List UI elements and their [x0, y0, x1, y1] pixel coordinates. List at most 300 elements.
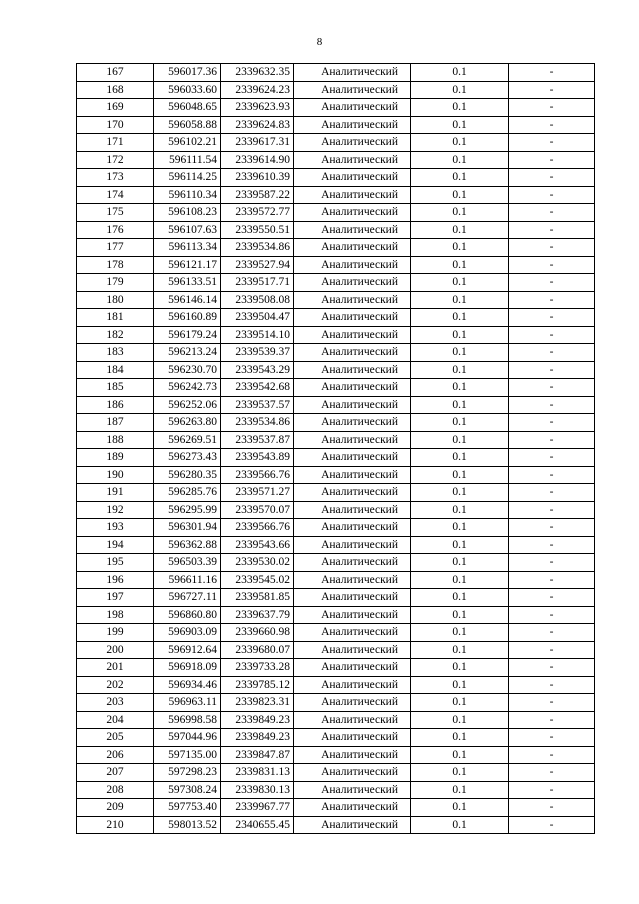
page-number: 8	[316, 36, 323, 48]
table-row	[77, 746, 595, 764]
table-row	[77, 781, 595, 799]
note-cell: -	[509, 344, 595, 362]
method-cell: Аналитический	[294, 781, 411, 799]
method-cell: Аналитический	[294, 274, 411, 292]
coordinates-table	[76, 63, 595, 834]
accuracy-cell: 0.1	[411, 659, 509, 677]
y-coordinate-cell: 2339550.51	[221, 221, 294, 239]
table-row	[77, 169, 595, 187]
method-cell: Аналитический	[294, 484, 411, 502]
x-coordinate-cell: 596998.58	[154, 711, 221, 729]
y-coordinate-cell: 2339508.08	[221, 291, 294, 309]
note-cell: -	[509, 239, 595, 257]
x-coordinate-cell: 596362.88	[154, 536, 221, 554]
accuracy-cell: 0.1	[411, 816, 509, 834]
point-number-cell: 171	[77, 134, 154, 152]
x-coordinate-cell: 596269.51	[154, 431, 221, 449]
x-coordinate-cell: 596295.99	[154, 501, 221, 519]
accuracy-cell: 0.1	[411, 134, 509, 152]
y-coordinate-cell: 2339572.77	[221, 204, 294, 222]
y-coordinate-cell: 2339617.31	[221, 134, 294, 152]
method-cell: Аналитический	[294, 624, 411, 642]
y-coordinate-cell: 2339581.85	[221, 589, 294, 607]
table-row	[77, 816, 595, 834]
coordinates-table-body	[77, 64, 595, 834]
method-cell: Аналитический	[294, 746, 411, 764]
accuracy-cell: 0.1	[411, 151, 509, 169]
accuracy-cell: 0.1	[411, 466, 509, 484]
note-cell: -	[509, 536, 595, 554]
table-row	[77, 64, 595, 82]
x-coordinate-cell: 596033.60	[154, 81, 221, 99]
point-number-cell: 208	[77, 781, 154, 799]
x-coordinate-cell: 596160.89	[154, 309, 221, 327]
method-cell: Аналитический	[294, 711, 411, 729]
point-number-cell: 167	[77, 64, 154, 82]
accuracy-cell: 0.1	[411, 624, 509, 642]
table-row	[77, 764, 595, 782]
method-cell: Аналитический	[294, 676, 411, 694]
x-coordinate-cell: 596727.11	[154, 589, 221, 607]
table-row	[77, 431, 595, 449]
y-coordinate-cell: 2339566.76	[221, 466, 294, 484]
accuracy-cell: 0.1	[411, 484, 509, 502]
table-row	[77, 694, 595, 712]
note-cell: -	[509, 781, 595, 799]
note-cell: -	[509, 799, 595, 817]
accuracy-cell: 0.1	[411, 361, 509, 379]
note-cell: -	[509, 221, 595, 239]
accuracy-cell: 0.1	[411, 781, 509, 799]
method-cell: Аналитический	[294, 606, 411, 624]
point-number-cell: 169	[77, 99, 154, 117]
point-number-cell: 203	[77, 694, 154, 712]
note-cell: -	[509, 729, 595, 747]
note-cell: -	[509, 606, 595, 624]
point-number-cell: 205	[77, 729, 154, 747]
y-coordinate-cell: 2339504.47	[221, 309, 294, 327]
point-number-cell: 209	[77, 799, 154, 817]
point-number-cell: 210	[77, 816, 154, 834]
x-coordinate-cell: 596611.16	[154, 571, 221, 589]
note-cell: -	[509, 431, 595, 449]
accuracy-cell: 0.1	[411, 64, 509, 82]
x-coordinate-cell: 596918.09	[154, 659, 221, 677]
note-cell: -	[509, 326, 595, 344]
accuracy-cell: 0.1	[411, 711, 509, 729]
accuracy-cell: 0.1	[411, 554, 509, 572]
point-number-cell: 193	[77, 519, 154, 537]
y-coordinate-cell: 2339849.23	[221, 729, 294, 747]
table-row	[77, 204, 595, 222]
accuracy-cell: 0.1	[411, 571, 509, 589]
note-cell: -	[509, 501, 595, 519]
accuracy-cell: 0.1	[411, 186, 509, 204]
method-cell: Аналитический	[294, 186, 411, 204]
method-cell: Аналитический	[294, 256, 411, 274]
point-number-cell: 178	[77, 256, 154, 274]
table-row	[77, 239, 595, 257]
point-number-cell: 181	[77, 309, 154, 327]
table-row	[77, 641, 595, 659]
x-coordinate-cell: 597298.23	[154, 764, 221, 782]
method-cell: Аналитический	[294, 151, 411, 169]
accuracy-cell: 0.1	[411, 746, 509, 764]
point-number-cell: 173	[77, 169, 154, 187]
point-number-cell: 207	[77, 764, 154, 782]
y-coordinate-cell: 2339610.39	[221, 169, 294, 187]
table-row	[77, 309, 595, 327]
y-coordinate-cell: 2339543.29	[221, 361, 294, 379]
x-coordinate-cell: 596048.65	[154, 99, 221, 117]
table-row	[77, 501, 595, 519]
accuracy-cell: 0.1	[411, 589, 509, 607]
note-cell: -	[509, 676, 595, 694]
point-number-cell: 195	[77, 554, 154, 572]
y-coordinate-cell: 2339624.83	[221, 116, 294, 134]
point-number-cell: 196	[77, 571, 154, 589]
x-coordinate-cell: 596058.88	[154, 116, 221, 134]
accuracy-cell: 0.1	[411, 764, 509, 782]
accuracy-cell: 0.1	[411, 676, 509, 694]
x-coordinate-cell: 596934.46	[154, 676, 221, 694]
note-cell: -	[509, 64, 595, 82]
point-number-cell: 204	[77, 711, 154, 729]
accuracy-cell: 0.1	[411, 431, 509, 449]
point-number-cell: 176	[77, 221, 154, 239]
x-coordinate-cell: 596252.06	[154, 396, 221, 414]
method-cell: Аналитический	[294, 291, 411, 309]
x-coordinate-cell: 596285.76	[154, 484, 221, 502]
note-cell: -	[509, 291, 595, 309]
accuracy-cell: 0.1	[411, 536, 509, 554]
table-row	[77, 554, 595, 572]
x-coordinate-cell: 596113.34	[154, 239, 221, 257]
point-number-cell: 188	[77, 431, 154, 449]
note-cell: -	[509, 449, 595, 467]
table-row	[77, 484, 595, 502]
y-coordinate-cell: 2339527.94	[221, 256, 294, 274]
accuracy-cell: 0.1	[411, 274, 509, 292]
x-coordinate-cell: 596280.35	[154, 466, 221, 484]
table-row	[77, 134, 595, 152]
point-number-cell: 202	[77, 676, 154, 694]
y-coordinate-cell: 2339587.22	[221, 186, 294, 204]
note-cell: -	[509, 414, 595, 432]
accuracy-cell: 0.1	[411, 694, 509, 712]
method-cell: Аналитический	[294, 204, 411, 222]
method-cell: Аналитический	[294, 326, 411, 344]
accuracy-cell: 0.1	[411, 326, 509, 344]
table-row	[77, 81, 595, 99]
x-coordinate-cell: 596133.51	[154, 274, 221, 292]
x-coordinate-cell: 596242.73	[154, 379, 221, 397]
note-cell: -	[509, 764, 595, 782]
point-number-cell: 170	[77, 116, 154, 134]
accuracy-cell: 0.1	[411, 239, 509, 257]
x-coordinate-cell: 598013.52	[154, 816, 221, 834]
y-coordinate-cell: 2340655.45	[221, 816, 294, 834]
accuracy-cell: 0.1	[411, 99, 509, 117]
x-coordinate-cell: 596108.23	[154, 204, 221, 222]
note-cell: -	[509, 379, 595, 397]
point-number-cell: 185	[77, 379, 154, 397]
y-coordinate-cell: 2339847.87	[221, 746, 294, 764]
table-row	[77, 151, 595, 169]
note-cell: -	[509, 81, 595, 99]
method-cell: Аналитический	[294, 431, 411, 449]
y-coordinate-cell: 2339545.02	[221, 571, 294, 589]
method-cell: Аналитический	[294, 396, 411, 414]
note-cell: -	[509, 186, 595, 204]
point-number-cell: 198	[77, 606, 154, 624]
note-cell: -	[509, 624, 595, 642]
table-row	[77, 291, 595, 309]
point-number-cell: 179	[77, 274, 154, 292]
table-row	[77, 274, 595, 292]
accuracy-cell: 0.1	[411, 396, 509, 414]
table-row	[77, 711, 595, 729]
y-coordinate-cell: 2339849.23	[221, 711, 294, 729]
x-coordinate-cell: 596503.39	[154, 554, 221, 572]
x-coordinate-cell: 596121.17	[154, 256, 221, 274]
method-cell: Аналитический	[294, 554, 411, 572]
x-coordinate-cell: 596111.54	[154, 151, 221, 169]
table-row	[77, 606, 595, 624]
table-row	[77, 379, 595, 397]
x-coordinate-cell: 596107.63	[154, 221, 221, 239]
accuracy-cell: 0.1	[411, 169, 509, 187]
accuracy-cell: 0.1	[411, 729, 509, 747]
x-coordinate-cell: 596860.80	[154, 606, 221, 624]
y-coordinate-cell: 2339530.02	[221, 554, 294, 572]
y-coordinate-cell: 2339614.90	[221, 151, 294, 169]
note-cell: -	[509, 99, 595, 117]
method-cell: Аналитический	[294, 134, 411, 152]
accuracy-cell: 0.1	[411, 519, 509, 537]
table-row	[77, 519, 595, 537]
x-coordinate-cell: 597308.24	[154, 781, 221, 799]
note-cell: -	[509, 711, 595, 729]
y-coordinate-cell: 2339534.86	[221, 239, 294, 257]
y-coordinate-cell: 2339637.79	[221, 606, 294, 624]
point-number-cell: 192	[77, 501, 154, 519]
method-cell: Аналитический	[294, 466, 411, 484]
note-cell: -	[509, 571, 595, 589]
point-number-cell: 194	[77, 536, 154, 554]
note-cell: -	[509, 694, 595, 712]
method-cell: Аналитический	[294, 589, 411, 607]
method-cell: Аналитический	[294, 816, 411, 834]
point-number-cell: 184	[77, 361, 154, 379]
table-row	[77, 466, 595, 484]
point-number-cell: 183	[77, 344, 154, 362]
table-row	[77, 624, 595, 642]
note-cell: -	[509, 659, 595, 677]
x-coordinate-cell: 596110.34	[154, 186, 221, 204]
method-cell: Аналитический	[294, 169, 411, 187]
method-cell: Аналитический	[294, 519, 411, 537]
y-coordinate-cell: 2339733.28	[221, 659, 294, 677]
point-number-cell: 201	[77, 659, 154, 677]
table-row	[77, 414, 595, 432]
y-coordinate-cell: 2339624.23	[221, 81, 294, 99]
note-cell: -	[509, 396, 595, 414]
table-row	[77, 361, 595, 379]
accuracy-cell: 0.1	[411, 344, 509, 362]
note-cell: -	[509, 151, 595, 169]
accuracy-cell: 0.1	[411, 414, 509, 432]
method-cell: Аналитический	[294, 501, 411, 519]
method-cell: Аналитический	[294, 729, 411, 747]
point-number-cell: 175	[77, 204, 154, 222]
y-coordinate-cell: 2339542.68	[221, 379, 294, 397]
x-coordinate-cell: 596102.21	[154, 134, 221, 152]
accuracy-cell: 0.1	[411, 641, 509, 659]
table-row	[77, 571, 595, 589]
accuracy-cell: 0.1	[411, 221, 509, 239]
method-cell: Аналитический	[294, 571, 411, 589]
note-cell: -	[509, 309, 595, 327]
table-row	[77, 256, 595, 274]
y-coordinate-cell: 2339537.87	[221, 431, 294, 449]
y-coordinate-cell: 2339539.37	[221, 344, 294, 362]
table-row	[77, 729, 595, 747]
y-coordinate-cell: 2339785.12	[221, 676, 294, 694]
y-coordinate-cell: 2339517.71	[221, 274, 294, 292]
method-cell: Аналитический	[294, 694, 411, 712]
y-coordinate-cell: 2339534.86	[221, 414, 294, 432]
note-cell: -	[509, 466, 595, 484]
accuracy-cell: 0.1	[411, 449, 509, 467]
method-cell: Аналитический	[294, 449, 411, 467]
table-row	[77, 676, 595, 694]
point-number-cell: 180	[77, 291, 154, 309]
y-coordinate-cell: 2339830.13	[221, 781, 294, 799]
x-coordinate-cell: 597135.00	[154, 746, 221, 764]
x-coordinate-cell: 596017.36	[154, 64, 221, 82]
accuracy-cell: 0.1	[411, 204, 509, 222]
table-row	[77, 99, 595, 117]
note-cell: -	[509, 554, 595, 572]
point-number-cell: 187	[77, 414, 154, 432]
x-coordinate-cell: 597044.96	[154, 729, 221, 747]
point-number-cell: 182	[77, 326, 154, 344]
note-cell: -	[509, 641, 595, 659]
note-cell: -	[509, 484, 595, 502]
accuracy-cell: 0.1	[411, 291, 509, 309]
point-number-cell: 189	[77, 449, 154, 467]
accuracy-cell: 0.1	[411, 501, 509, 519]
method-cell: Аналитический	[294, 64, 411, 82]
y-coordinate-cell: 2339543.66	[221, 536, 294, 554]
x-coordinate-cell: 596114.25	[154, 169, 221, 187]
table-row	[77, 659, 595, 677]
table-row	[77, 799, 595, 817]
method-cell: Аналитический	[294, 361, 411, 379]
note-cell: -	[509, 116, 595, 134]
point-number-cell: 206	[77, 746, 154, 764]
y-coordinate-cell: 2339623.93	[221, 99, 294, 117]
table-row	[77, 396, 595, 414]
method-cell: Аналитический	[294, 116, 411, 134]
y-coordinate-cell: 2339537.57	[221, 396, 294, 414]
table-row	[77, 186, 595, 204]
accuracy-cell: 0.1	[411, 379, 509, 397]
y-coordinate-cell: 2339831.13	[221, 764, 294, 782]
x-coordinate-cell: 596903.09	[154, 624, 221, 642]
table-row	[77, 344, 595, 362]
x-coordinate-cell: 596263.80	[154, 414, 221, 432]
table-row	[77, 449, 595, 467]
method-cell: Аналитический	[294, 309, 411, 327]
x-coordinate-cell: 596230.70	[154, 361, 221, 379]
y-coordinate-cell: 2339660.98	[221, 624, 294, 642]
method-cell: Аналитический	[294, 99, 411, 117]
point-number-cell: 197	[77, 589, 154, 607]
method-cell: Аналитический	[294, 659, 411, 677]
y-coordinate-cell: 2339632.35	[221, 64, 294, 82]
y-coordinate-cell: 2339566.76	[221, 519, 294, 537]
method-cell: Аналитический	[294, 221, 411, 239]
method-cell: Аналитический	[294, 536, 411, 554]
note-cell: -	[509, 361, 595, 379]
method-cell: Аналитический	[294, 764, 411, 782]
y-coordinate-cell: 2339680.07	[221, 641, 294, 659]
note-cell: -	[509, 589, 595, 607]
x-coordinate-cell: 596963.11	[154, 694, 221, 712]
point-number-cell: 186	[77, 396, 154, 414]
y-coordinate-cell: 2339543.89	[221, 449, 294, 467]
note-cell: -	[509, 256, 595, 274]
table-row	[77, 536, 595, 554]
method-cell: Аналитический	[294, 239, 411, 257]
x-coordinate-cell: 596179.24	[154, 326, 221, 344]
point-number-cell: 177	[77, 239, 154, 257]
y-coordinate-cell: 2339823.31	[221, 694, 294, 712]
note-cell: -	[509, 274, 595, 292]
x-coordinate-cell: 597753.40	[154, 799, 221, 817]
note-cell: -	[509, 134, 595, 152]
method-cell: Аналитический	[294, 414, 411, 432]
note-cell: -	[509, 169, 595, 187]
note-cell: -	[509, 204, 595, 222]
note-cell: -	[509, 746, 595, 764]
point-number-cell: 191	[77, 484, 154, 502]
accuracy-cell: 0.1	[411, 256, 509, 274]
x-coordinate-cell: 596146.14	[154, 291, 221, 309]
x-coordinate-cell: 596273.43	[154, 449, 221, 467]
point-number-cell: 172	[77, 151, 154, 169]
method-cell: Аналитический	[294, 641, 411, 659]
method-cell: Аналитический	[294, 379, 411, 397]
y-coordinate-cell: 2339514.10	[221, 326, 294, 344]
note-cell: -	[509, 519, 595, 537]
point-number-cell: 190	[77, 466, 154, 484]
table-row	[77, 116, 595, 134]
x-coordinate-cell: 596912.64	[154, 641, 221, 659]
point-number-cell: 200	[77, 641, 154, 659]
accuracy-cell: 0.1	[411, 799, 509, 817]
point-number-cell: 174	[77, 186, 154, 204]
table-row	[77, 589, 595, 607]
accuracy-cell: 0.1	[411, 81, 509, 99]
y-coordinate-cell: 2339570.07	[221, 501, 294, 519]
y-coordinate-cell: 2339967.77	[221, 799, 294, 817]
point-number-cell: 199	[77, 624, 154, 642]
accuracy-cell: 0.1	[411, 116, 509, 134]
table-row	[77, 221, 595, 239]
